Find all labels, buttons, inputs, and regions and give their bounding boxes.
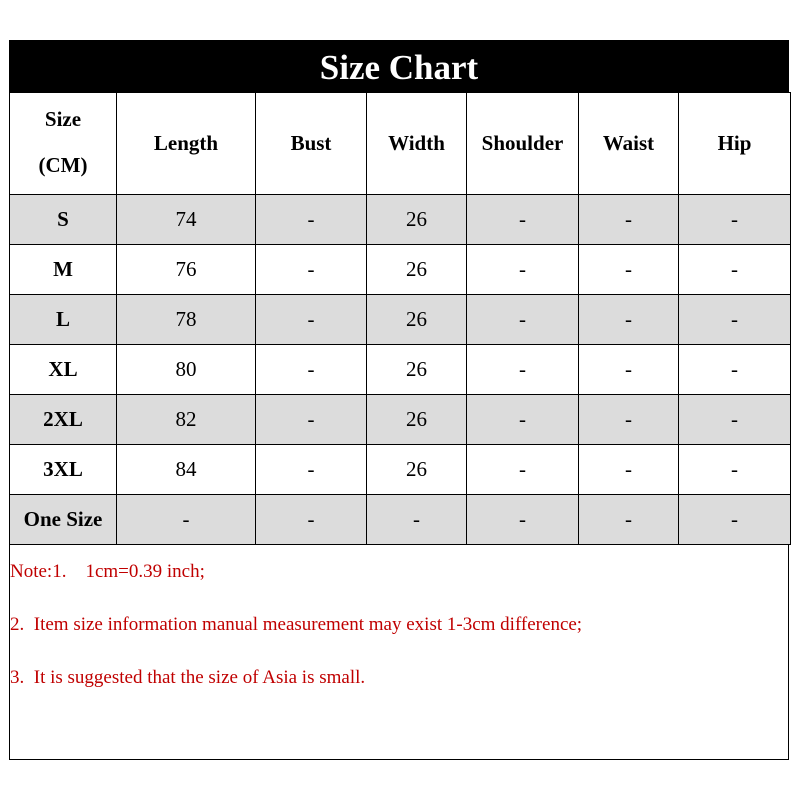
note-unit-conversion: Note:1. 1cm=0.39 inch; <box>10 561 205 582</box>
width-value: 26 <box>367 295 467 345</box>
waist-value: - <box>579 395 679 445</box>
length-value: 84 <box>117 445 256 495</box>
table-row <box>10 195 791 245</box>
column-header-width: Width <box>367 93 467 195</box>
bust-value: - <box>256 495 367 545</box>
waist-value: - <box>579 345 679 395</box>
shoulder-value: - <box>467 295 579 345</box>
table-row <box>10 445 791 495</box>
shoulder-value: - <box>467 495 579 545</box>
waist-value: - <box>579 295 679 345</box>
shoulder-value: - <box>467 345 579 395</box>
width-value: 26 <box>367 195 467 245</box>
length-value: 82 <box>117 395 256 445</box>
size-label: S <box>10 195 117 245</box>
width-value: 26 <box>367 245 467 295</box>
hip-value: - <box>679 445 791 495</box>
length-value: 74 <box>117 195 256 245</box>
table-header-row <box>10 93 791 195</box>
hip-value: - <box>679 495 791 545</box>
size-label: L <box>10 295 117 345</box>
column-header-hip: Hip <box>679 93 791 195</box>
size-label: 2XL <box>10 395 117 445</box>
table-row <box>10 245 791 295</box>
bust-value: - <box>256 195 367 245</box>
bust-value: - <box>256 395 367 445</box>
width-value: 26 <box>367 395 467 445</box>
size-header-label: Size <box>44 106 82 131</box>
size-label: M <box>10 245 117 295</box>
length-value: 76 <box>117 245 256 295</box>
width-value: 26 <box>367 445 467 495</box>
width-value: 26 <box>367 345 467 395</box>
size-chart-frame <box>9 40 789 760</box>
size-table <box>9 92 791 545</box>
waist-value: - <box>579 495 679 545</box>
column-header-shoulder: Shoulder <box>467 93 579 195</box>
size-header-unit: (CM) <box>38 152 88 177</box>
column-header-bust: Bust <box>256 93 367 195</box>
bust-value: - <box>256 295 367 345</box>
note-measurement-difference: 2. Item size information manual measurement may exist 1-3cm difference; <box>10 614 583 635</box>
length-value: 80 <box>117 345 256 395</box>
column-header-waist: Waist <box>579 93 679 195</box>
waist-value: - <box>579 445 679 495</box>
table-row <box>10 345 791 395</box>
hip-value: - <box>679 345 791 395</box>
bust-value: - <box>256 345 367 395</box>
shoulder-value: - <box>467 245 579 295</box>
size-label: One Size <box>10 495 117 545</box>
size-chart-title: Size Chart <box>10 41 788 92</box>
shoulder-value: - <box>467 445 579 495</box>
table-row <box>10 295 791 345</box>
shoulder-value: - <box>467 395 579 445</box>
hip-value: - <box>679 195 791 245</box>
table-row <box>10 495 791 545</box>
table-row <box>10 395 791 445</box>
hip-value: - <box>679 245 791 295</box>
column-header-length: Length <box>117 93 256 195</box>
shoulder-value: - <box>467 195 579 245</box>
length-value: - <box>117 495 256 545</box>
note-asia-size: 3. It is suggested that the size of Asia is small. <box>10 667 366 688</box>
waist-value: - <box>579 245 679 295</box>
bust-value: - <box>256 445 367 495</box>
width-value: - <box>367 495 467 545</box>
size-label: XL <box>10 345 117 395</box>
size-label: 3XL <box>10 445 117 495</box>
hip-value: - <box>679 295 791 345</box>
length-value: 78 <box>117 295 256 345</box>
size-column-header <box>10 93 117 195</box>
waist-value: - <box>579 195 679 245</box>
hip-value: - <box>679 395 791 445</box>
bust-value: - <box>256 245 367 295</box>
